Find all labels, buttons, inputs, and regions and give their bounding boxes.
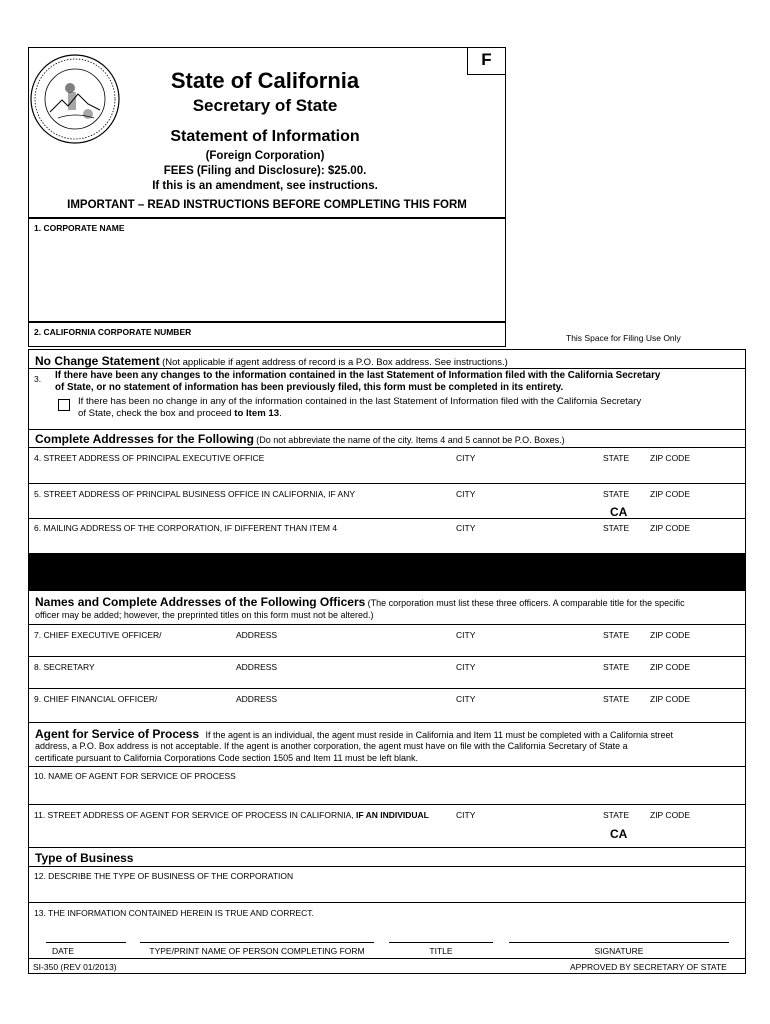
item5-zip-label: ZIP CODE xyxy=(650,489,690,499)
agent-note1: If the agent is an individual, the agent must reside in California and Item 11 must be completed with a California street xyxy=(205,730,674,740)
amendment-text: If this is an amendment, see instructions. xyxy=(152,180,378,192)
state-title: State of California xyxy=(170,68,360,93)
item9-city-label: CITY xyxy=(456,694,476,704)
officers-note2: officer may be added; however, the preprinted titles on this form must not be altered.) xyxy=(35,610,374,620)
item11-individual: IF AN INDIVIDUAL xyxy=(355,810,429,820)
proceed-item13: to Item 13 xyxy=(234,408,280,419)
item7-input[interactable] xyxy=(36,641,740,657)
item9-label: 9. CHIEF FINANCIAL OFFICER/ xyxy=(34,694,158,704)
agent-note3: certificate pursuant to California Corporations Code section 1505 and Item 11 must be left blank. xyxy=(35,753,419,763)
signature-label: SIGNATURE xyxy=(594,946,644,956)
item6-state-label: STATE xyxy=(603,523,630,533)
title-input[interactable] xyxy=(389,927,497,943)
blacked-out-section xyxy=(28,553,746,591)
item8-address-label: ADDRESS xyxy=(236,662,278,672)
item11-city-label: CITY xyxy=(456,810,476,820)
check-line1: If there has been no change in any of the information contained in the last Statement of Information filed with the California Secretary xyxy=(78,396,642,407)
form-letter: F xyxy=(481,50,492,69)
item7-label: 7. CHIEF EXECUTIVE OFFICER/ xyxy=(34,630,162,640)
business-title: Type of Business xyxy=(35,851,134,865)
no-change-checkbox[interactable] xyxy=(58,399,70,411)
item5-state-value: CA xyxy=(610,505,628,519)
item5-state-label: STATE xyxy=(603,489,630,499)
item7-zip-label: ZIP CODE xyxy=(650,630,690,640)
item6-input[interactable] xyxy=(36,534,740,552)
corporate-name-input[interactable] xyxy=(36,240,500,314)
addresses-note: (Do not abbreviate the name of the city. Items 4 and 5 cannot be P.O. Boxes.) xyxy=(256,435,565,445)
date-input[interactable] xyxy=(46,927,130,943)
item3-line2: of State, or no statement of information has been previously filed, this form must be completed in its entirety. xyxy=(55,382,564,393)
item10-label: 10. NAME OF AGENT FOR SERVICE OF PROCESS xyxy=(34,771,236,781)
check-line2: of State, check the box and proceed xyxy=(78,408,235,419)
item6-city-label: CITY xyxy=(456,523,476,533)
signature-input[interactable] xyxy=(509,927,733,943)
item8-input[interactable] xyxy=(36,673,740,689)
item9-input[interactable] xyxy=(36,705,740,721)
item9-zip-label: ZIP CODE xyxy=(650,694,690,704)
item13-label: 13. THE INFORMATION CONTAINED HEREIN IS TRUE AND CORRECT. xyxy=(34,908,314,918)
item3-number: 3. xyxy=(34,374,42,384)
officers-note1: (The corporation must list these three officers. A comparable title for the specific xyxy=(367,598,685,608)
item8-label: 8. SECRETARY xyxy=(34,662,95,672)
corporate-number-input[interactable] xyxy=(230,325,504,345)
item8-zip-label: ZIP CODE xyxy=(650,662,690,672)
item12-label: 12. DESCRIBE THE TYPE OF BUSINESS OF THE CORPORATION xyxy=(34,871,294,881)
fees-text: FEES (Filing and Disclosure): $25.00. xyxy=(163,165,367,177)
sig-title-label: TITLE xyxy=(429,946,453,956)
no-change-title: No Change Statement xyxy=(35,354,160,368)
item9-state-label: STATE xyxy=(603,694,630,704)
form-subtitle: (Foreign Corporation) xyxy=(205,150,325,162)
item5-label: 5. STREET ADDRESS OF PRINCIPAL BUSINESS OFFICE IN CALIFORNIA, IF ANY xyxy=(34,489,356,499)
item4-zip-label: ZIP CODE xyxy=(650,453,690,463)
item11-state-label: STATE xyxy=(603,810,630,820)
item6-label: 6. MAILING ADDRESS OF THE CORPORATION, IF DIFFERENT THAN ITEM 4 xyxy=(34,523,338,533)
corporate-number-label: 2. CALIFORNIA CORPORATE NUMBER xyxy=(34,327,192,337)
name-input[interactable] xyxy=(140,927,378,943)
filing-space-label: This Space for Filing Use Only xyxy=(566,333,681,343)
item8-city-label: CITY xyxy=(456,662,476,672)
item8-state-label: STATE xyxy=(603,662,630,672)
item11-zip-label: ZIP CODE xyxy=(650,810,690,820)
no-change-note: (Not applicable if agent address of record is a P.O. Box address. See instructions.) xyxy=(162,357,508,368)
item7-city-label: CITY xyxy=(456,630,476,640)
form-id: SI-350 (REV 01/2013) xyxy=(33,962,117,972)
item6-zip-label: ZIP CODE xyxy=(650,523,690,533)
item12-input[interactable] xyxy=(36,884,740,902)
date-label: DATE xyxy=(51,946,75,956)
form-title: Statement of Information xyxy=(170,128,360,145)
item4-label: 4. STREET ADDRESS OF PRINCIPAL EXECUTIVE OFFICE xyxy=(34,453,265,463)
important-notice: IMPORTANT – READ INSTRUCTIONS BEFORE COMPLETING THIS FORM xyxy=(67,199,467,211)
item5-city-label: CITY xyxy=(456,489,476,499)
item4-input[interactable] xyxy=(36,464,740,482)
agent-note2: address, a P.O. Box address is not acceptable. If the agent is another corporation, the agent must have on file with the California Secretary of State a xyxy=(35,741,628,751)
item11-label: 11. STREET ADDRESS OF AGENT FOR SERVICE OF PROCESS IN CALIFORNIA, xyxy=(34,810,356,820)
check-line2-end: . xyxy=(279,408,282,419)
corporate-name-label: 1. CORPORATE NAME xyxy=(34,223,125,233)
item9-address-label: ADDRESS xyxy=(236,694,278,704)
item3-line1: If there have been any changes to the information contained in the last Statement of Information filed with the California Secretary xyxy=(55,370,661,381)
approved-label: APPROVED BY SECRETARY OF STATE xyxy=(570,962,727,972)
officers-title: Names and Complete Addresses of the Following Officers xyxy=(35,595,366,609)
item4-city-label: CITY xyxy=(456,453,476,463)
name-label: TYPE/PRINT NAME OF PERSON COMPLETING FORM xyxy=(149,946,365,956)
agent-title: Agent for Service of Process xyxy=(35,727,200,741)
item7-state-label: STATE xyxy=(603,630,630,640)
item10-input[interactable] xyxy=(36,784,740,802)
addresses-title: Complete Addresses for the Following xyxy=(35,432,254,446)
item7-address-label: ADDRESS xyxy=(236,630,278,640)
item11-state-value: CA xyxy=(610,827,628,841)
item4-state-label: STATE xyxy=(603,453,630,463)
office-title: Secretary of State xyxy=(192,96,338,115)
